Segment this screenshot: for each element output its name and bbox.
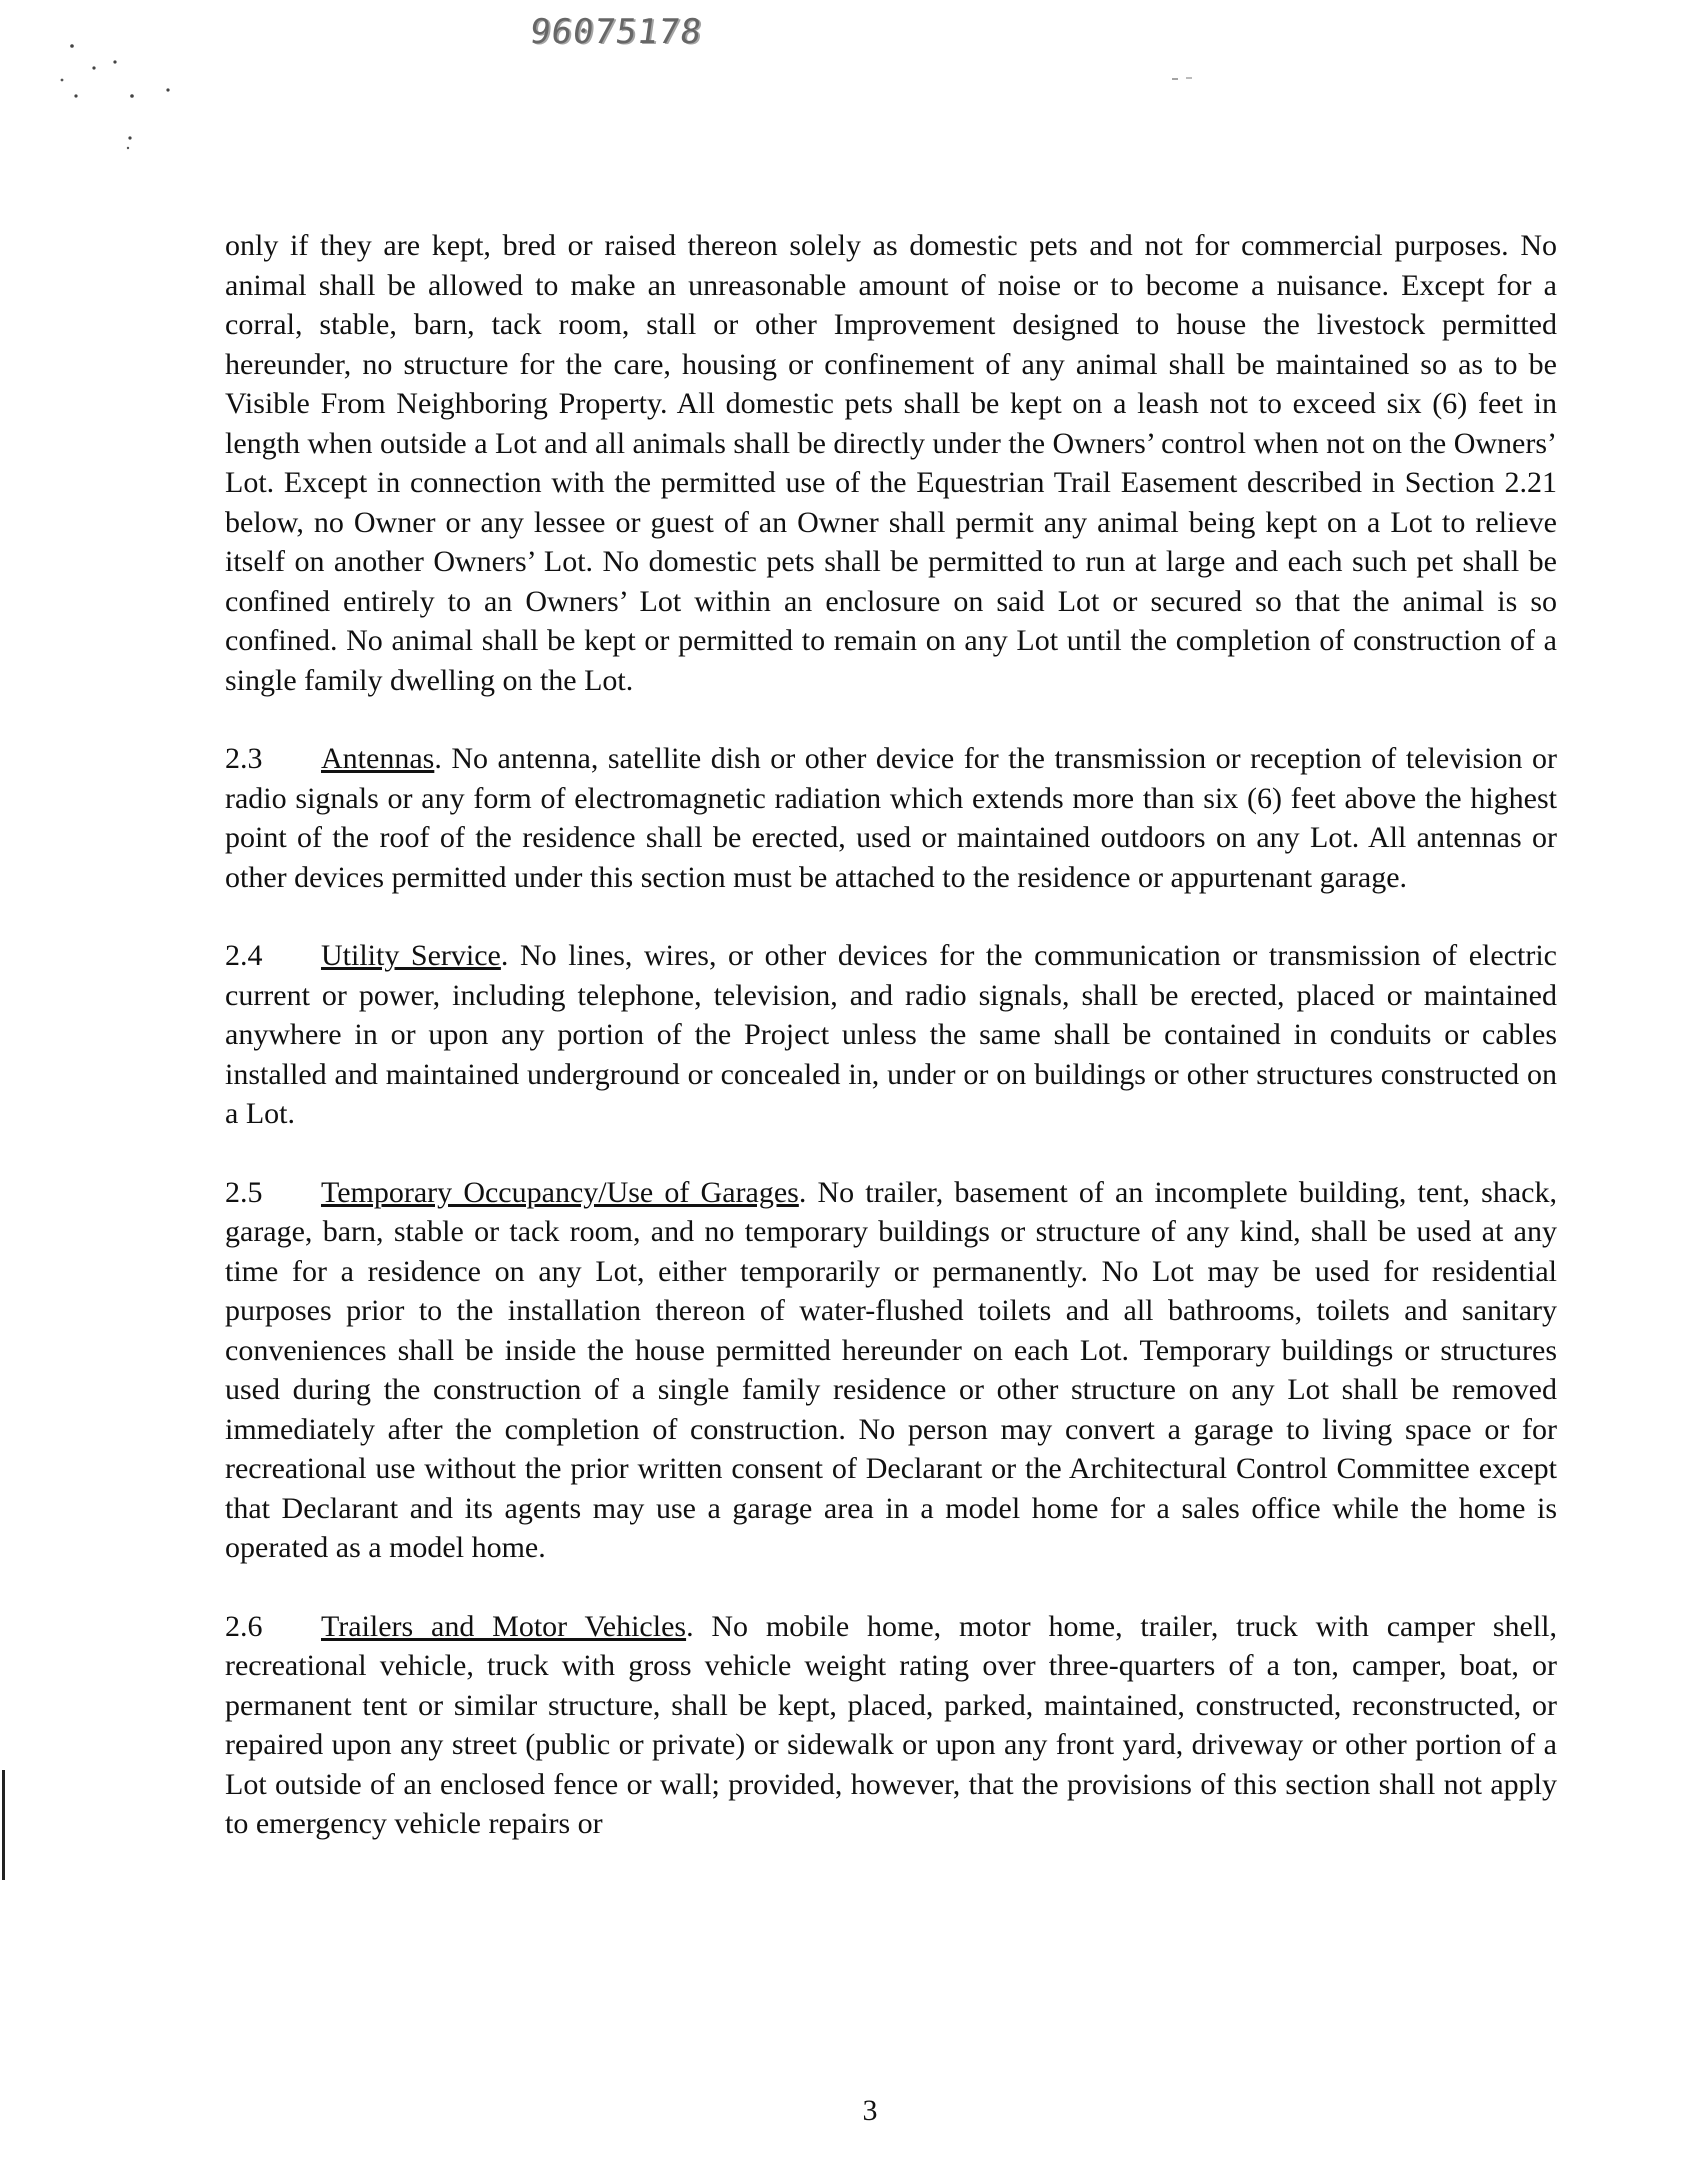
document-stamp: 96075178	[527, 12, 705, 52]
section-number: 2.3	[225, 742, 263, 775]
binder-edge-mark	[2, 1770, 5, 1880]
continuation-paragraph: only if they are kept, bred or raised thereon solely as domestic pets and not for commercial purposes. No animal shall be allowed to make an unreasonable amount of noise or to become a nuisance. Except for a corral, stable, barn, tack room, stall or other Improvement designed to house the livestock permitted hereunder, no structure for the care, housing or confinement of any animal shall be maintained so as to be Visible From Neighboring Property. All domestic pets shall be kept on a leash not to exceed six (6) feet in length when outside a Lot and all animals shall be directly under the Owners’ control when not on the Owners’ Lot. Except in connection with the permitted use of the Equestrian Trail Easement described in Section 2.21 below, no Owner or any lessee or guest of an Owner shall permit any animal being kept on a Lot to relieve itself on another Owners’ Lot. No domestic pets shall be permitted to run at large and each such pet shall be confined entirely to an Owners’ Lot within an enclosure on said Lot or secured so that the animal is so confined. No animal shall be kept or permitted to remain on any Lot until the completion of construction of a single family dwelling on the Lot.	[225, 229, 1557, 697]
section-number: 2.5	[225, 1175, 263, 1209]
section-body: . No mobile home, motor home, trailer, truck with camper shell, recreational vehicle, truck with gross vehicle weight rating over three-quarters of a ton, camper, boat, or permanent tent or similar structure, shall be kept, placed, parked, maintained, constructed, reconstructed, or repaired upon any street (public or private) or sidewalk or upon any front yard, driveway or other portion of a Lot outside of an enclosed fence or wall; provided, however, that the provisions of this section shall not apply to emergency vehicle repairs or	[225, 1609, 1557, 1840]
document-body	[225, 226, 1557, 1883]
section-2-4	[225, 936, 1557, 1134]
scan-dash	[1170, 76, 1200, 82]
section-body: . No lines, wires, or other devices for the communication or transmission of electric current or power, including telephone, television, and radio signals, shall be erected, placed or maintained anywhere in or upon any portion of the Project unless the same shall be contained in conduits or cables installed and maintained underground or concealed in, under or on buildings or other structures constructed on a Lot.	[225, 939, 1558, 1130]
section-2-5	[225, 1173, 1557, 1568]
section-body: . No trailer, basement of an incomplete building, tent, shack, garage, barn, stable or tack room, and no temporary buildings or structure of any kind, shall be used at any time for a residence on any Lot, either temporarily or permanently. No Lot may be used for residential purposes prior to the installation thereon of water-flushed toilets and all bathrooms, toilets and sanitary conveniences shall be inside the house permitted hereunder on each Lot. Temporary buildings or structures used during the construction of a single family residence or other structure on any Lot shall be removed immediately after the completion of construction. No person may convert a garage to living space or for recreational use without the prior written consent of Declarant or the Architectural Control Committee except that Declarant and its agents may use a garage area in a model home for a sales office while the home is operated as a model home.	[225, 1175, 1557, 1564]
section-number: 2.6	[225, 1609, 263, 1643]
section-title: Antennas	[321, 742, 435, 775]
section-title: Trailers and Motor Vehicles	[321, 1609, 687, 1643]
scan-specks	[60, 40, 260, 150]
section-title: Utility Service	[321, 939, 501, 972]
page-number: 3	[862, 2094, 878, 2127]
section-2-3	[225, 739, 1557, 897]
section-title: Temporary Occupancy/Use of Garages	[321, 1175, 799, 1209]
section-body: . No antenna, satellite dish or other device for the transmission or reception of television or radio signals or any form of electromagnetic radiation which extends more than six (6) feet above the highest point of the roof of the residence shall be erected, used or maintained outdoors on any Lot. All antennas or other devices permitted under this section must be attached to the residence or appurtenant garage.	[225, 742, 1557, 894]
section-number: 2.4	[225, 939, 263, 972]
section-2-6	[225, 1607, 1557, 1844]
